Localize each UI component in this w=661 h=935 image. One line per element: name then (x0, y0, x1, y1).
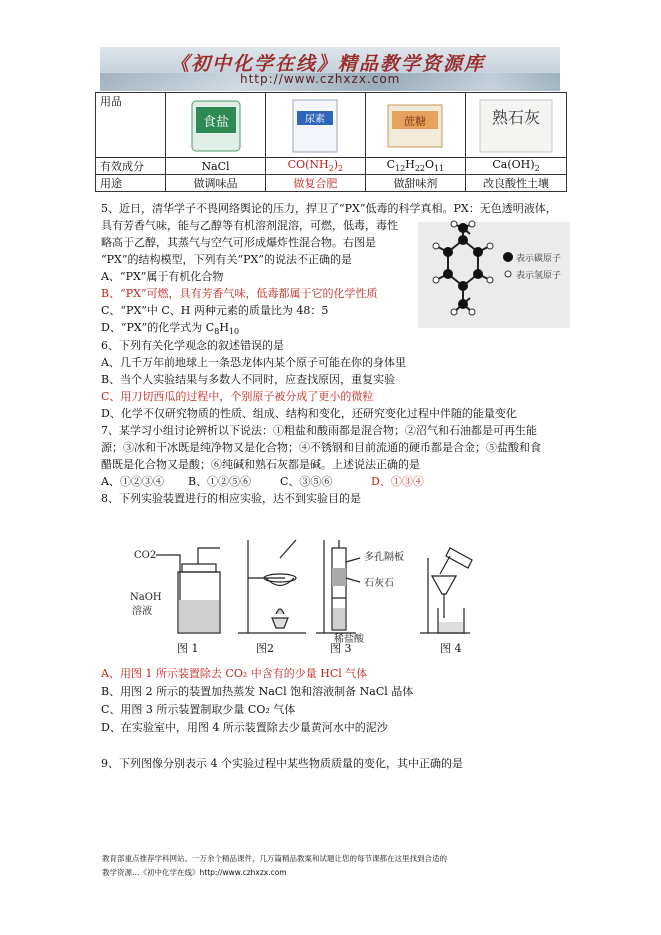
svg-text:溶液: 溶液 (132, 606, 152, 617)
svg-text:石灰石: 石灰石 (364, 578, 394, 589)
q5-option-c: C、“PX”中 C、H 两种元素的质量比为 48：5 (101, 304, 329, 317)
q5-line4: “PX”的结构模型，下列有关“PX”的说法不正确的是 (101, 253, 352, 266)
q5-line2: 具有芳香气味，能与乙醇等有机溶剂混溶，可燃，低毒，毒性 (101, 219, 398, 232)
product-table (95, 92, 567, 192)
q8-apparatus-figures (120, 538, 480, 653)
q6-stem: 6、下列有关化学观念的叙述错误的是 (101, 339, 284, 352)
q7-option-a: A、①②③④ (101, 475, 164, 488)
footer-line1: 教育部重点推荐学科网站。一万余个精品课件，几万篇精品教案和试题让您的每节课都在这里找到合适的 (102, 854, 447, 863)
q7-option-d: D、①③④ (371, 475, 424, 488)
q6-option-d: D、化学不仅研究物质的性质、组成、结构和变化，还研究变化过程中伴随的能量变化 (101, 407, 517, 420)
q8-option-b: B、用图 2 所示的装置加热蒸发 NaCl 饱和溶液制备 NaCl 晶体 (101, 685, 414, 698)
figure2-caption: 图2 (256, 642, 274, 655)
urea-label: 尿素 (305, 114, 326, 125)
q5-line1: 5、近日，清华学子不畏网络舆论的压力，捍卫了“PX”低毒的科学真相。PX：无色透明液体， (101, 202, 557, 215)
q6-option-c: C、用刀切西瓜的过程中，个别原子被分成了更小的微粒 (101, 390, 374, 403)
salt-label: 食盐 (202, 115, 229, 130)
slaked-lime-label: 熟石灰 (492, 108, 541, 127)
figure3-caption: 图 3 (330, 642, 352, 655)
legend-carbon: 表示碳原子 (516, 254, 562, 264)
ingredient-nacl: NaCl (166, 158, 266, 175)
banner-title: 《初中化学在线》精品教学资源库 (170, 53, 486, 75)
product-picture-slaked-lime (466, 93, 567, 158)
svg-text:稀盐酸: 稀盐酸 (334, 634, 364, 645)
footer-line2[interactable]: 教学资源…《初中化学在线》http://www.czhxzx.com (102, 868, 287, 877)
page-footer (102, 852, 572, 880)
q6-option-a: A、几千万年前地球上一条恐龙体内某个原子可能在你的身体里 (101, 356, 406, 369)
product-picture-urea (265, 93, 365, 158)
legend-hydrogen: 表示氢原子 (516, 271, 562, 281)
q5-option-b: B、“PX”可燃，具有芳香气味，低毒都属于它的化学性质 (101, 287, 378, 300)
ingredient-sucrose: $C_{12}H_{22}O_{11}$ (365, 158, 465, 175)
site-banner (100, 47, 560, 91)
table-header-use: 用途 (96, 175, 166, 192)
q5-option-d: D、“PX”的化学式为 $C_8H_{10}$ (101, 321, 240, 337)
q6-option-b: B、当个人实验结果与多数人不同时，应查找原因，重复实验 (101, 373, 396, 386)
use-sweetener: 做甜味剂 (365, 175, 465, 192)
table-header-ingredient: 有效成分 (96, 158, 166, 175)
figure4-caption: 图 4 (440, 642, 462, 655)
use-soil-improver: 改良酸性土壤 (466, 175, 567, 192)
figure3-co2-generator (316, 540, 404, 645)
use-seasoning: 做调味品 (166, 175, 266, 192)
figure1-wash-bottle (130, 548, 220, 633)
q5-option-a: A、“PX”属于有机化合物 (101, 270, 224, 283)
banner-url[interactable]: http://www.czhxzx.com (240, 72, 401, 86)
figure1-caption: 图 1 (177, 642, 199, 655)
q7-line3: 醋既是化合物又是酸；⑥纯碱和熟石灰都是碱。上述说法正确的是 (101, 458, 420, 471)
q7-line1: 7、某学习小组讨论辨析以下说法：①粗盐和酸雨都是混合物；②沼气和石油都是可再生能 (101, 424, 537, 437)
q8-stem: 8、下列实验装置进行的相应实验，达不到实验目的是 (101, 492, 361, 505)
q5-line3: 略高于乙醇，其蒸气与空气可形成爆炸性混合物。右图是 (101, 236, 376, 249)
sucrose-label: 蔗糖 (404, 115, 427, 128)
table-header-product: 用品 (96, 93, 166, 158)
ingredient-caoh2: $Ca(OH)_2$ (466, 158, 567, 175)
svg-text:多孔隔板: 多孔隔板 (364, 552, 404, 563)
svg-text:NaOH: NaOH (130, 592, 162, 603)
use-compound-fertilizer: 做复合肥 (265, 175, 365, 192)
product-picture-sucrose (365, 93, 465, 158)
q8-option-a: A、用图 1 所示装置除去 CO₂ 中含有的少量 HCl 气体 (101, 667, 368, 680)
q7-option-b: B、①②⑤⑥ (188, 475, 252, 488)
product-picture-salt (166, 93, 266, 158)
q8-option-d: D、在实验室中，用图 4 所示装置除去少量黄河水中的泥沙 (101, 721, 388, 734)
px-molecule-model (418, 222, 570, 328)
q7-line2: 源；③冰和干冰既是纯净物又是化合物；④不锈钢和目前流通的硬币都是合金；⑤盐酸和食 (101, 441, 541, 454)
q9-stem: 9、下列图像分别表示 4 个实验过程中某些物质质量的变化，其中正确的是 (101, 757, 463, 770)
q8-option-c: C、用图 3 所示装置制取少量 CO₂ 气体 (101, 703, 296, 716)
figure4-filtration (420, 548, 472, 633)
figure2-evaporation (238, 540, 306, 633)
ingredient-urea: $CO(NH_2)_2$ (265, 158, 365, 175)
svg-text:CO2: CO2 (134, 550, 157, 561)
q7-option-c: C、③⑤⑥ (280, 475, 333, 488)
